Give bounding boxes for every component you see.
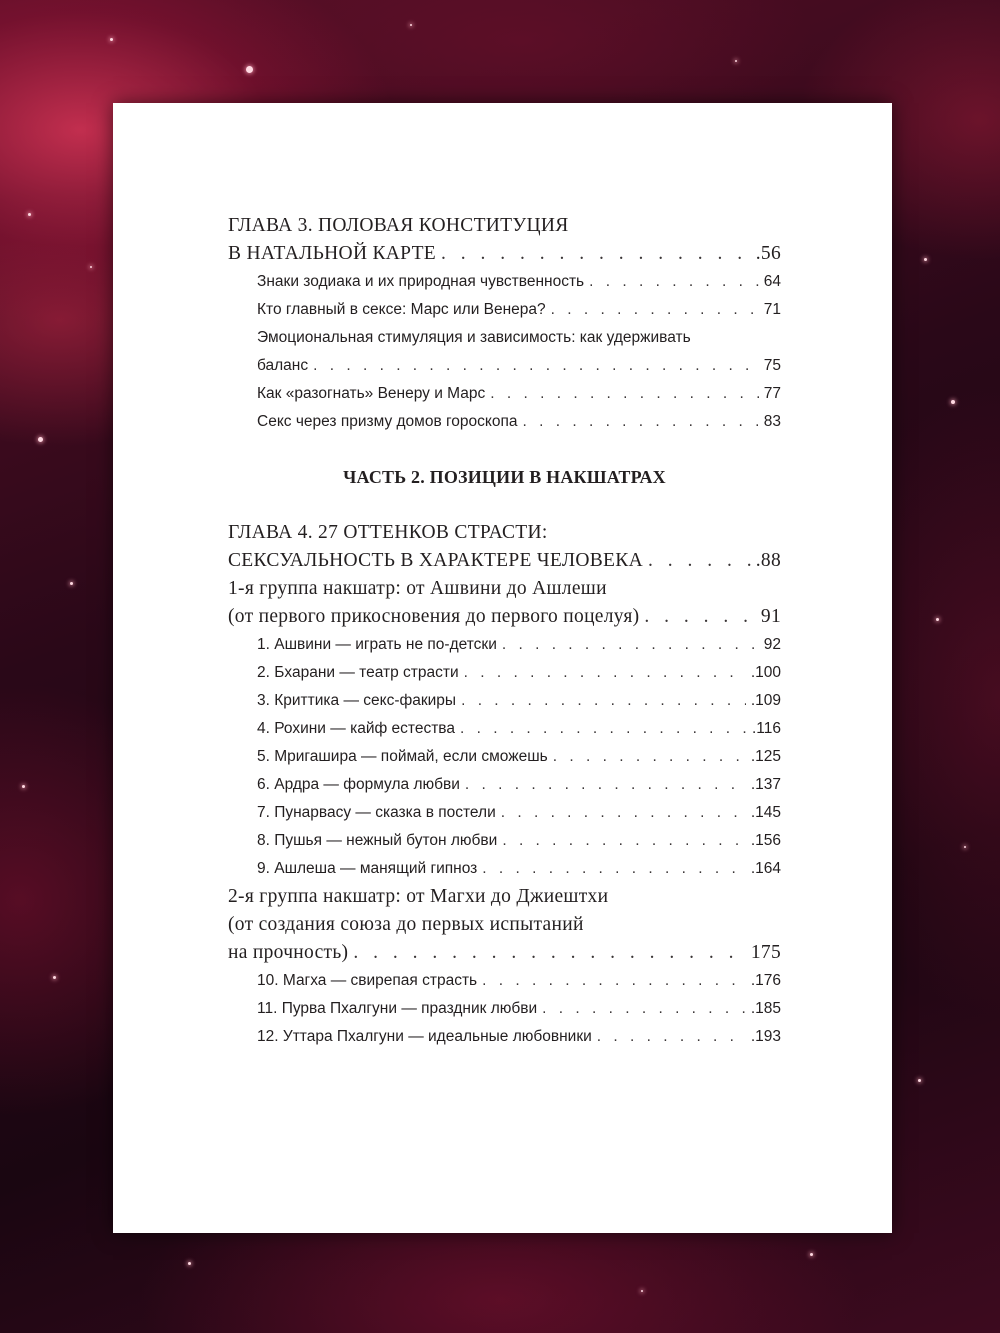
dot-leader [523, 408, 759, 436]
star [924, 258, 927, 261]
star [810, 1253, 813, 1256]
page-number: 75 [763, 357, 781, 374]
group-1-subtitle: (от первого прикосновения до первого поцелуя) [228, 606, 640, 627]
dot-leader [589, 268, 759, 296]
page-number: .176 [750, 972, 781, 989]
page-number: .156 [750, 832, 781, 849]
page-number: .116 [751, 720, 781, 737]
group-2-subtitle-cont: на прочность) [228, 942, 349, 963]
item-title: Секс через призму домов гороскопа [257, 413, 518, 430]
dot-leader [482, 855, 746, 883]
page-number: .56 [755, 243, 781, 264]
toc-item [228, 743, 781, 771]
star [22, 785, 25, 788]
toc-item [228, 967, 781, 995]
item-title: Эмоциональная стимуляция и зависимость: как удерживать [257, 329, 691, 346]
dot-leader [553, 743, 746, 771]
toc-item [228, 715, 781, 743]
dot-leader [597, 1023, 746, 1051]
star [110, 38, 113, 41]
page-number: .145 [750, 804, 781, 821]
toc-item [228, 827, 781, 855]
star [951, 400, 955, 404]
star [53, 976, 56, 979]
item-title: 5. Мригашира — поймай, если сможешь [257, 748, 548, 765]
dot-leader [502, 631, 759, 659]
page-number: .125 [750, 748, 781, 765]
star [70, 582, 73, 585]
dot-leader [490, 380, 758, 408]
table-of-contents [228, 212, 781, 1051]
group-2-entry [228, 939, 781, 967]
toc-item [228, 352, 781, 380]
star [38, 437, 43, 442]
item-title: 4. Рохини — кайф естества [257, 720, 455, 737]
dot-leader [502, 827, 746, 855]
chapter-4-title: ГЛАВА 4. 27 ОТТЕНКОВ СТРАСТИ: [228, 522, 548, 543]
page-number: 83 [763, 413, 781, 430]
page-number: .109 [750, 692, 781, 709]
page-number: 77 [763, 385, 781, 402]
item-title: Кто главный в сексе: Марс или Венера? [257, 301, 546, 318]
chapter-3-entry [228, 240, 781, 268]
star [964, 846, 966, 848]
group-1-entry [228, 603, 781, 631]
page-number: 71 [763, 301, 781, 318]
dot-leader [644, 603, 755, 631]
page-number: .100 [750, 664, 781, 681]
group-1-title: 1-я группа накшатр: от Ашвини до Ашлеши [228, 578, 607, 599]
star [936, 618, 939, 621]
page-number: 175 [750, 942, 781, 963]
star [641, 1290, 643, 1292]
dot-leader [464, 659, 746, 687]
toc-item [228, 771, 781, 799]
dot-leader [461, 687, 746, 715]
dot-leader [353, 939, 746, 967]
toc-item [228, 1023, 781, 1051]
item-title: 6. Ардра — формула любви [257, 776, 460, 793]
chapter-4-title-cont: СЕКСУАЛЬНОСТЬ В ХАРАКТЕРЕ ЧЕЛОВЕКА [228, 550, 643, 571]
dot-leader [482, 967, 746, 995]
item-title-cont: баланс [257, 357, 309, 374]
item-title: 8. Пушья — нежный бутон любви [257, 832, 498, 849]
page-number: .193 [750, 1028, 781, 1045]
dot-leader [542, 995, 746, 1023]
star [188, 1262, 191, 1265]
item-title: 1. Ашвини — играть не по-детски [257, 636, 497, 653]
toc-item [228, 268, 781, 296]
page-number: 64 [763, 273, 781, 290]
dot-leader [551, 296, 759, 324]
page-number: 92 [763, 636, 781, 653]
toc-item [228, 631, 781, 659]
item-title: Знаки зодиака и их природная чувственность [257, 273, 585, 290]
item-title: Как «разогнать» Венеру и Марс [257, 385, 486, 402]
toc-item [228, 296, 781, 324]
page-number: .88 [755, 550, 781, 571]
page-number: .164 [750, 860, 781, 877]
star [735, 60, 737, 62]
toc-item [228, 380, 781, 408]
star [28, 213, 31, 216]
part-2-heading: ЧАСТЬ 2. ПОЗИЦИИ В НАКШАТРАХ [343, 467, 666, 487]
chapter-3-title-cont: В НАТАЛЬНОЙ КАРТЕ [228, 243, 436, 264]
toc-item [228, 408, 781, 436]
dot-leader [313, 352, 759, 380]
toc-item [228, 855, 781, 883]
group-2-title: 2-я группа накшатр: от Магхи до Джиештхи [228, 886, 609, 907]
page-number: 91 [760, 606, 781, 627]
item-title: 3. Криттика — секс-факиры [257, 692, 457, 709]
dot-leader [441, 240, 751, 268]
chapter-3-title: ГЛАВА 3. ПОЛОВАЯ КОНСТИТУЦИЯ [228, 215, 569, 236]
dot-leader [648, 547, 751, 575]
toc-item [228, 799, 781, 827]
page-number: .137 [750, 776, 781, 793]
dot-leader [465, 771, 746, 799]
chapter-4-entry [228, 547, 781, 575]
group-2-subtitle: (от создания союза до первых испытаний [228, 914, 584, 935]
item-title: 2. Бхарани — театр страсти [257, 664, 459, 681]
toc-item [228, 659, 781, 687]
item-title: 11. Пурва Пхалгуни — праздник любви [257, 1000, 538, 1017]
book-page [113, 103, 892, 1233]
item-title: 12. Уттара Пхалгуни — идеальные любовники [257, 1028, 592, 1045]
item-title: 9. Ашлеша — манящий гипноз [257, 860, 478, 877]
item-title: 10. Магха — свирепая страсть [257, 972, 478, 989]
item-title: 7. Пунарвасу — сказка в постели [257, 804, 496, 821]
star [918, 1079, 921, 1082]
star [90, 266, 92, 268]
dot-leader [501, 799, 746, 827]
page-number: .185 [750, 1000, 781, 1017]
toc-item [228, 995, 781, 1023]
star [410, 24, 412, 26]
toc-item [228, 687, 781, 715]
star [246, 66, 253, 73]
dot-leader [460, 715, 747, 743]
